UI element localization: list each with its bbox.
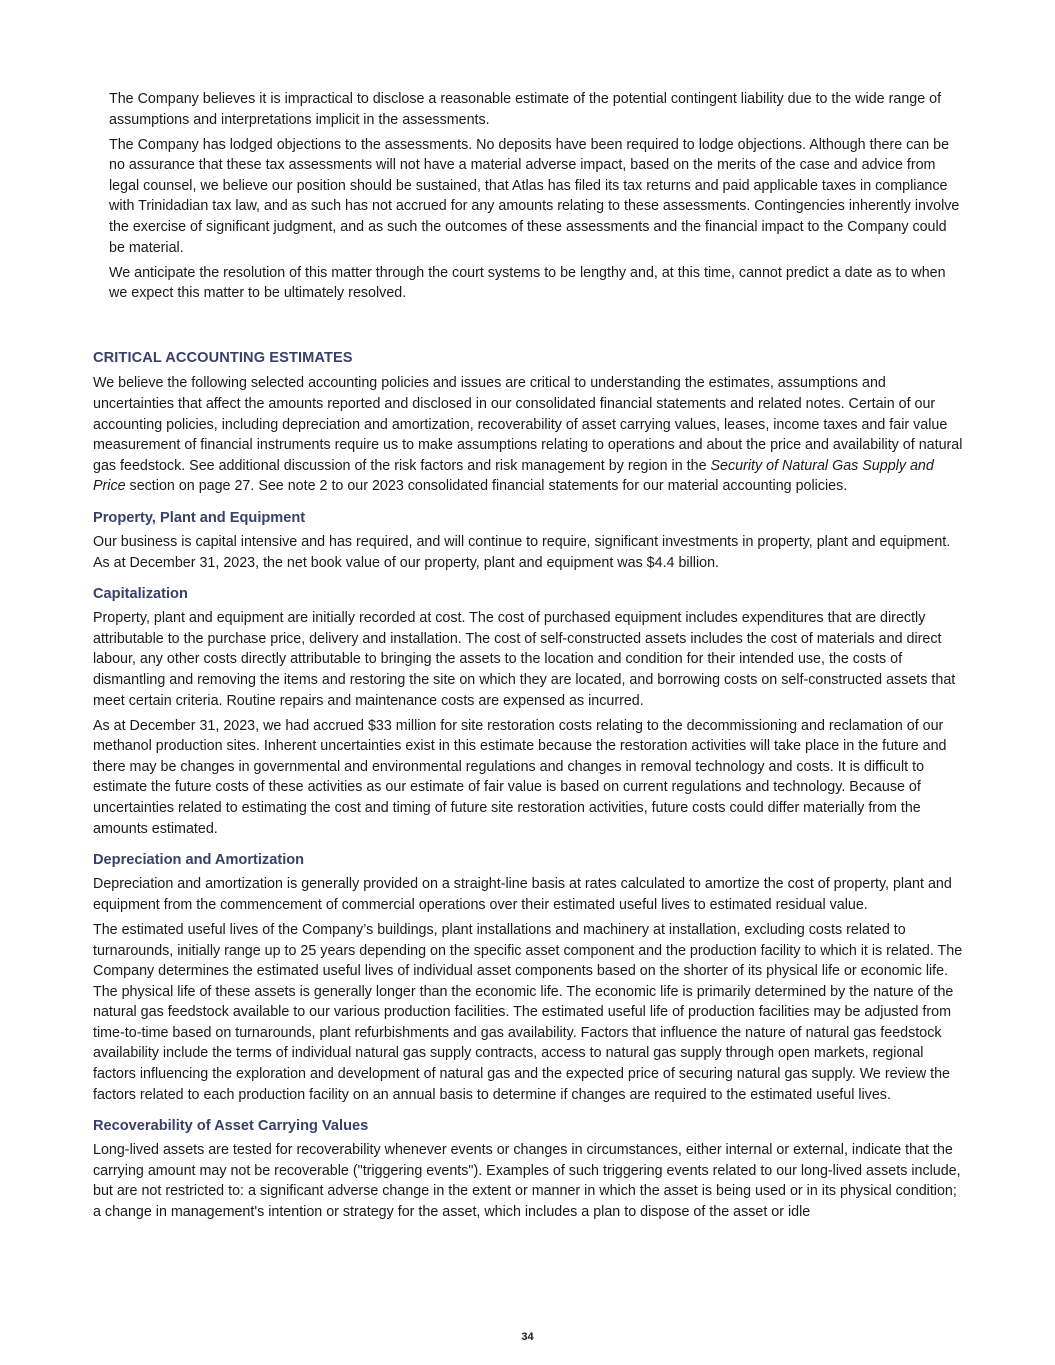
intro-text-after: section on page 27. See note 2 to our 2023 consolidated financial statements for our material accounting policies. [125, 478, 848, 495]
contingency-paragraph-1: The Company believes it is impractical to disclose a reasonable estimate of the potential contingent liability due to the wide range of assumptions and interpretations implicit in the assessments. [109, 91, 942, 128]
section-spacer [93, 308, 965, 348]
capitalization-paragraph-2: As at December 31, 2023, we had accrued $33 million for site restoration costs relating to the decommissioning and reclamation of our methanol production sites. Inherent uncertainties exist in this estimate because the restoration activities will take place in the future and there may be changes in governmental and environmental regulations and changes in removal technology and costs. It is difficult to estimate the future costs of these activities as our estimate of fair value is based on current regulations and technology. Because of uncertainties related to estimating the cost and timing of future site restoration activities, future costs could differ materially from the amounts estimated. [93, 717, 947, 837]
ppe-paragraph-1: Our business is capital intensive and has required, and will continue to require, significant investments in property, plant and equipment. As at December 31, 2023, the net book value of our property, plant and equipment was $4.4 billion. [93, 534, 951, 571]
contingency-paragraph-3: We anticipate the resolution of this matter through the court systems to be lengthy and, at this time, cannot predict a date as to when we expect this matter to be ultimately resolved. [109, 264, 946, 302]
recoverability-paragraph-1: Long-lived assets are tested for recoverability whenever events or changes in circumstances, either internal or external, indicate that the carrying amount may not be recoverable ("triggering events"). Examples of such triggering events related to our long-lived assets include, but are not restricted to: a significant adverse change in the extent or manner in which the asset is being used or in its physical condition; a change in management's intention or strategy for the asset, which includes a plan to dispose of the asset or idle [93, 1142, 961, 1221]
contingency-paragraph-2: The Company has lodged objections to the assessments. No deposits have been required to lodge objections. Although there can be no assurance that these tax assessments will not have a material adverse impact, based on the merits of the case and advice from legal counsel, we believe our position should be sustained, that Atlas has filed its tax returns and paid applicable taxes in compliance with Trinidadian tax law, and as such has not accrued for any amounts relating to these assessments. Contingencies inherently involve the exercise of significant judgment, and as such the outcomes of these assessments and the financial impact to the Company could be material. [109, 136, 960, 256]
critical-accounting-intro [93, 373, 965, 497]
capitalization-heading: Capitalization [93, 586, 188, 603]
depreciation-paragraph-1: Depreciation and amortization is generally provided on a straight-line basis at rates calculated to amortize the cost of property, plant and equipment from the commencement of commercial operations over their estimated useful lives to estimated residual value. [93, 876, 952, 913]
depreciation-heading: Depreciation and Amortization [93, 852, 305, 869]
capitalization-paragraph-1: Property, plant and equipment are initially recorded at cost. The cost of purchased equipment includes expenditures that are directly attributable to the purchase price, delivery and installation. The cost of self-constructed assets includes the cost of materials and direct labour, any other costs directly attributable to bringing the assets to the location and condition for their intended use, the costs of dismantling and removing the items and restoring the site on which they are located, and borrowing costs on self-constructed assets that meet certain criteria. Routine repairs and maintenance costs are expensed as incurred. [93, 610, 956, 709]
contingency-section [93, 89, 965, 304]
page-number: 34 [521, 1331, 534, 1343]
intro-text-before: We believe the following selected accounting policies and issues are critical to understanding the estimates, assumptions and uncertainties that affect the amounts reported and disclosed in our consolidated financial statements and related notes. Certain of our accounting policies, including depreciation and amortization, recoverability of asset carrying values, leases, income taxes and fair value measurement of financial instruments require us to make assumptions relating to operations and about the price and availability of natural gas feedstock. See additional discussion of the risk factors and risk management by region in the [93, 375, 963, 474]
document-page [93, 89, 965, 1227]
depreciation-paragraph-2: The estimated useful lives of the Company’s buildings, plant installations and machinery at installation, excluding costs related to turnarounds, initially range up to 25 years depending on the specific asset component and the production facility to which it is related. The Company determines the estimated useful lives of individual asset components based on the shorter of its physical life or economic life. The physical life of these assets is generally longer than the economic life. The economic life is primarily determined by the nature of the natural gas feedstock available to our various production facilities. The estimated useful life of production facilities may be adjusted from time-to-time based on turnarounds, plant refurbishments and gas availability. Factors that influence the nature of natural gas feedstock availability include the terms of individual natural gas supply contracts, access to natural gas supply through open markets, regional factors influencing the exploration and development of natural gas and the expected price of securing natural gas supply. We review the factors related to each production facility on an annual basis to determine if changes are required to the estimated useful lives. [93, 921, 963, 1103]
critical-accounting-heading: CRITICAL ACCOUNTING ESTIMATES [93, 350, 353, 367]
ppe-heading: Property, Plant and Equipment [93, 510, 306, 526]
recoverability-heading: Recoverability of Asset Carrying Values [93, 1118, 369, 1135]
intro-italic-reference: Security of Natural Gas Supply and Price [93, 457, 934, 495]
